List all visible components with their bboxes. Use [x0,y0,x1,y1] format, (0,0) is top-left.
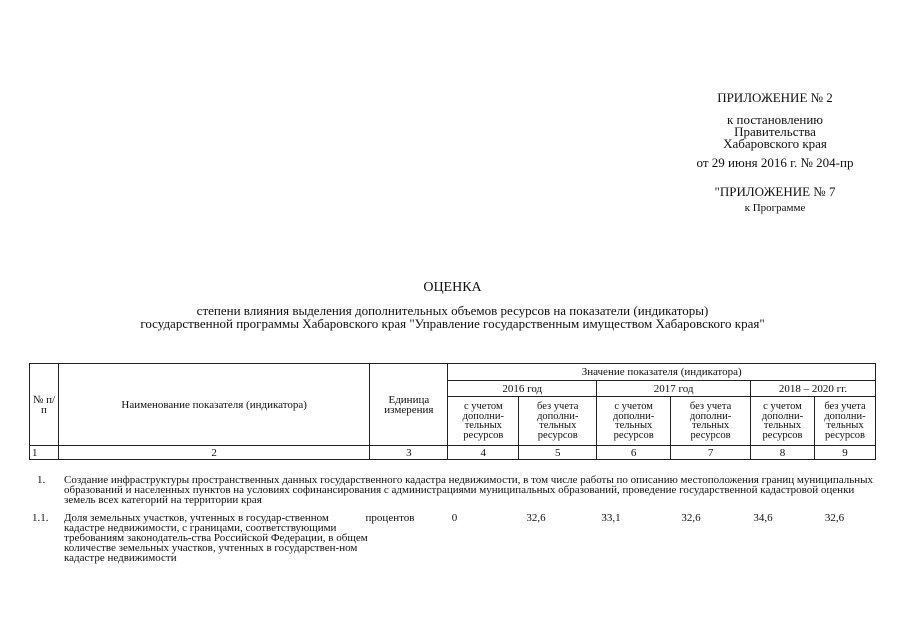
value-header: Значение показателя (индикатора) [448,364,876,381]
section-row [29,475,876,505]
document-subtitle-line-2: государственной программы Хабаровского края "Управление государственным имуществом Хабаровского края" [140,316,765,331]
year-header-2016: 2016 год [448,381,597,397]
row-number: 1.1. [32,512,49,524]
with-resources-header: с учетом дополни-тельных ресурсов [751,397,815,446]
with-resources-header: с учетом дополни-тельных ресурсов [597,397,671,446]
appendix-line-1: к постановлению [726,112,824,127]
year-header-2017: 2017 год [597,381,751,397]
column-number: 5 [519,446,597,460]
value-2017-without: 32,6 [681,512,701,524]
without-resources-header: без учета дополни-тельных ресурсов [519,397,597,446]
value-2018-2020-without: 32,6 [824,512,845,524]
col-name-header: Наименование показателя (индикатора) [58,364,369,446]
indicator-name: Доля земельных участков, учтенных в государ-ственном кадастре недвижимости, с границами, соответствующими требованиям законодатель-ства Российской Федерации, в общем количестве земельных участков, учтенных в государствен-ном кадастре недвижимости [64,512,368,564]
col-number-header: № п/п [30,364,59,446]
appendix-line-3: Хабаровского края [723,136,827,151]
document-title: ОЦЕНКА [423,280,482,295]
section-text: Создание инфраструктуры пространственных данных государственного кадастра недвижимости, в том числе работы по описанию местоположения границ муниципальных образований и населенных пунктов на условиях софинансирования с администрациями муниципальных образований, проведение государственной кадастровой оценки земель всех категорий на территории края [64,474,874,506]
indicator-row [29,513,876,583]
document-heading [40,282,865,330]
indicator-unit: процентов [365,512,415,524]
appendix-date: от 29 июня 2016 г. № 204-пр [696,155,854,170]
column-number: 6 [597,446,671,460]
col-unit-header: Единица измерения [370,364,448,446]
column-number: 7 [671,446,751,460]
value-2016-without: 32,6 [526,512,546,524]
value-2017-with: 33,1 [601,512,621,524]
without-resources-header: без учета дополни-тельных ресурсов [814,397,875,446]
with-resources-header: с учетом дополни-тельных ресурсов [448,397,519,446]
column-number: 1 [30,446,59,460]
appendix-line-2: Правительства [734,124,816,139]
appendix-program: к Программе [744,202,806,214]
column-number: 3 [370,446,448,460]
column-number: 8 [751,446,815,460]
value-2016-with: 0 [451,512,458,524]
value-2018-2020-with: 34,6 [753,512,773,524]
column-number: 2 [58,446,369,460]
row-number: 1. [37,474,46,486]
without-resources-header: без учета дополни-тельных ресурсов [671,397,751,446]
appendix-title-2: "ПРИЛОЖЕНИЕ № 7 [714,184,836,199]
document-subtitle-line-1: степени влияния выделения дополнительных объемов ресурсов на показатели (индикаторы) [196,303,709,318]
indicator-table [29,363,876,460]
column-number: 9 [814,446,875,460]
column-number: 4 [448,446,519,460]
appendix-title: ПРИЛОЖЕНИЕ № 2 [717,90,833,105]
year-header-2018-2020: 2018 – 2020 гг. [751,381,876,397]
